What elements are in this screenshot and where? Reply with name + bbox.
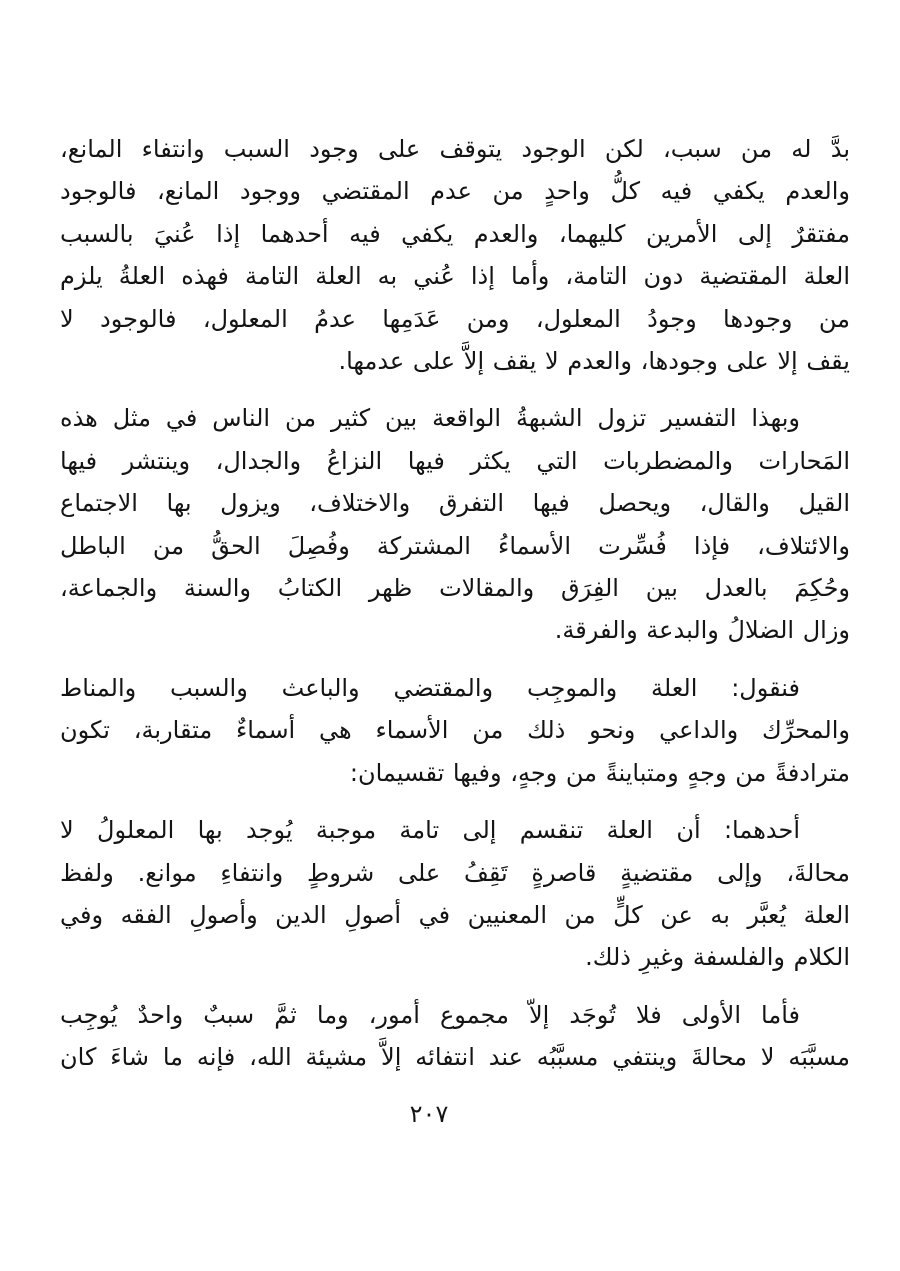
text-line: العلة يُعبَّر به عن كلٍّ من المعنيين في أصولِ الدين وأصولِ الفقه وفي [60,900,850,929]
text-line: وبهذا التفسير تزول الشبهةُ الواقعة بين كثير من الناس في مثل هذه [60,404,800,433]
text-line: المَحارات والمضطربات التي يكثر فيها النزاعُ والجدال، وينتشر فيها [60,446,850,475]
paragraph [60,667,850,794]
text-line: من وجودها وجودُ المعلول، ومن عَدَمِها عدمُ المعلول، فالوجود لا [60,304,850,333]
text-line: مفتقرٌ إلى الأمرين كليهما، والعدم يكفي فيه أحدهما إذا عُنيَ بالسبب [60,219,850,248]
text-line: والائتلاف، فإذا فُسِّرت الأسماءُ المشتركة وفُصِلَ الحقُّ من الباطل [60,531,850,560]
text-line: وحُكِمَ بالعدل بين الفِرَق والمقالات ظهر الكتابُ والسنة والجماعة، [60,574,850,603]
text-line: العلة المقتضية دون التامة، وأما إذا عُني به العلة التامة فهذه العلةُ يلزم [60,262,850,291]
text-block [60,128,850,1094]
text-line: مسبَّبَه لا محالةَ وينتفي مسبَّبُه عند انتفائه إلاَّ مشيئة الله، فإنه ما شاءَ كان [60,1043,850,1072]
text-line: أحدهما: أن العلة تنقسم إلى تامة موجبة يُوجد بها المعلولُ لا [60,816,800,845]
text-line: فأما الأولى فلا تُوجَد إلاّ مجموع أمور، وما ثمَّ سببٌ واحدٌ يُوجِب [60,1000,800,1029]
text-line: مترادفةً من وجهٍ ومتباينةً من وجهٍ، وفيها تقسيمان: [349,758,850,787]
text-line: والعدم يكفي فيه كلُّ واحدٍ من عدم المقتضي ووجود المانع، فالوجود [60,177,850,206]
text-line: فنقول: العلة والموجِب والمقتضي والباعث والسبب والمناط [60,673,800,702]
paragraph [60,809,850,979]
paragraph [60,994,850,1079]
text-line: وزال الضلالُ والبدعة والفرقة. [554,616,850,645]
text-line: محالةَ، وإلى مقتضيةٍ قاصرةٍ تَقِفُ على شروطٍ وانتفاءِ موانع. ولفظ [60,858,850,887]
page-number: ٢٠٧ [409,1100,449,1128]
paragraph [60,397,850,651]
text-line: بدَّ له من سبب، لكن الوجود يتوقف على وجود السبب وانتفاء المانع، [60,135,850,163]
text-line: القيل والقال، ويحصل فيها التفرق والاختلاف، ويزول بها الاجتماع [60,489,850,518]
paragraph [60,128,850,382]
text-line: والمحرِّك والداعي ونحو ذلك من الأسماء هي أسماءٌ متقاربة، تكون [60,716,850,745]
text-line: يقف إلا على وجودها، والعدم لا يقف إلاَّ على عدمها. [338,347,850,376]
text-line: الكلام والفلسفة وغيرِ ذلك. [585,943,850,972]
